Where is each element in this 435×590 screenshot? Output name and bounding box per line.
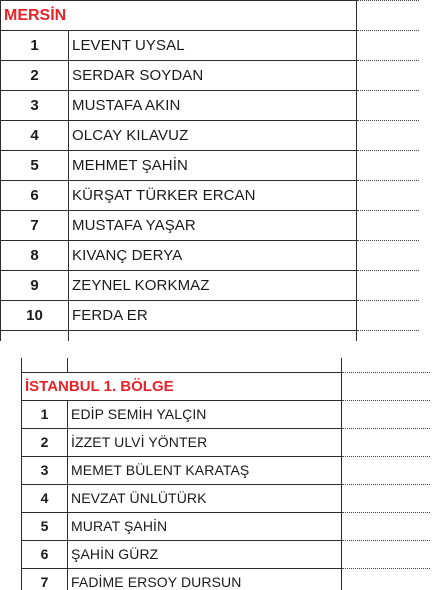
candidate-name: OLCAY KILAVUZ — [69, 121, 357, 151]
row-number: 4 — [1, 121, 69, 151]
candidate-name: MEHMET ŞAHİN — [69, 151, 357, 181]
empty-cell — [69, 331, 357, 342]
table-row-cut-off — [1, 331, 421, 342]
candidate-name: ŞAHİN GÜRZ — [68, 540, 342, 568]
candidate-name: NEVZAT ÜNLÜTÜRK — [68, 484, 342, 512]
table-row — [22, 568, 432, 590]
table-row — [1, 301, 421, 331]
table-row — [1, 31, 421, 61]
table-row — [1, 121, 421, 151]
istanbul-table-block — [21, 358, 431, 590]
candidate-name: LEVENT UYSAL — [69, 31, 357, 61]
empty-cell — [357, 1, 420, 31]
empty-cell — [342, 484, 432, 512]
table-row — [1, 271, 421, 301]
empty-cell — [357, 61, 420, 91]
empty-cell — [357, 211, 420, 241]
row-number: 1 — [22, 400, 68, 428]
candidate-name: SERDAR SOYDAN — [69, 61, 357, 91]
row-number: 6 — [22, 540, 68, 568]
row-number: 8 — [1, 241, 69, 271]
empty-cell — [357, 301, 420, 331]
candidate-name: KIVANÇ DERYA — [69, 241, 357, 271]
empty-cell — [357, 121, 420, 151]
empty-cell — [342, 372, 432, 400]
region-title: MERSİN — [1, 1, 357, 31]
row-number: 9 — [1, 271, 69, 301]
candidate-name: FADİME ERSOY DURSUN — [68, 568, 342, 590]
table-row — [1, 181, 421, 211]
row-number: 5 — [22, 512, 68, 540]
table-row — [22, 512, 432, 540]
table-row — [1, 151, 421, 181]
empty-cell — [68, 358, 342, 372]
empty-cell — [1, 331, 69, 342]
candidate-name: EDİP SEMİH YALÇIN — [68, 400, 342, 428]
candidate-name: MUSTAFA AKIN — [69, 91, 357, 121]
empty-cell — [357, 31, 420, 61]
empty-cell — [342, 540, 432, 568]
table-row — [22, 540, 432, 568]
candidate-name: ZEYNEL KORKMAZ — [69, 271, 357, 301]
row-number: 1 — [1, 31, 69, 61]
row-number: 2 — [22, 428, 68, 456]
row-number: 7 — [1, 211, 69, 241]
table-row — [22, 400, 432, 428]
empty-cell — [357, 331, 420, 342]
empty-cell — [342, 568, 432, 590]
empty-cell — [357, 271, 420, 301]
empty-cell — [357, 181, 420, 211]
table-row — [22, 428, 432, 456]
region-title: İSTANBUL 1. BÖLGE — [22, 372, 342, 400]
candidate-name: MEMET BÜLENT KARATAŞ — [68, 456, 342, 484]
empty-cell — [357, 91, 420, 121]
empty-cell — [342, 428, 432, 456]
candidate-name: MURAT ŞAHİN — [68, 512, 342, 540]
table-row — [1, 211, 421, 241]
row-number: 7 — [22, 568, 68, 590]
row-number: 6 — [1, 181, 69, 211]
table-top-stub-row — [22, 358, 432, 372]
row-number: 4 — [22, 484, 68, 512]
table-row — [22, 456, 432, 484]
row-number: 3 — [22, 456, 68, 484]
region-header-row — [22, 372, 432, 400]
candidate-name: FERDA ER — [69, 301, 357, 331]
candidate-name: KÜRŞAT TÜRKER ERCAN — [69, 181, 357, 211]
row-number: 10 — [1, 301, 69, 331]
table-row — [1, 91, 421, 121]
row-number: 2 — [1, 61, 69, 91]
empty-cell — [342, 512, 432, 540]
candidate-name: MUSTAFA YAŞAR — [69, 211, 357, 241]
empty-cell — [357, 241, 420, 271]
row-number: 5 — [1, 151, 69, 181]
table-row — [1, 61, 421, 91]
empty-cell — [342, 400, 432, 428]
row-number: 3 — [1, 91, 69, 121]
empty-cell — [342, 358, 432, 372]
table-row — [1, 241, 421, 271]
empty-cell — [357, 151, 420, 181]
candidate-name: İZZET ULVİ YÖNTER — [68, 428, 342, 456]
candidate-table-istanbul — [21, 358, 431, 590]
table-row — [22, 484, 432, 512]
empty-cell — [22, 358, 68, 372]
region-header-row — [1, 1, 421, 31]
empty-cell — [342, 456, 432, 484]
